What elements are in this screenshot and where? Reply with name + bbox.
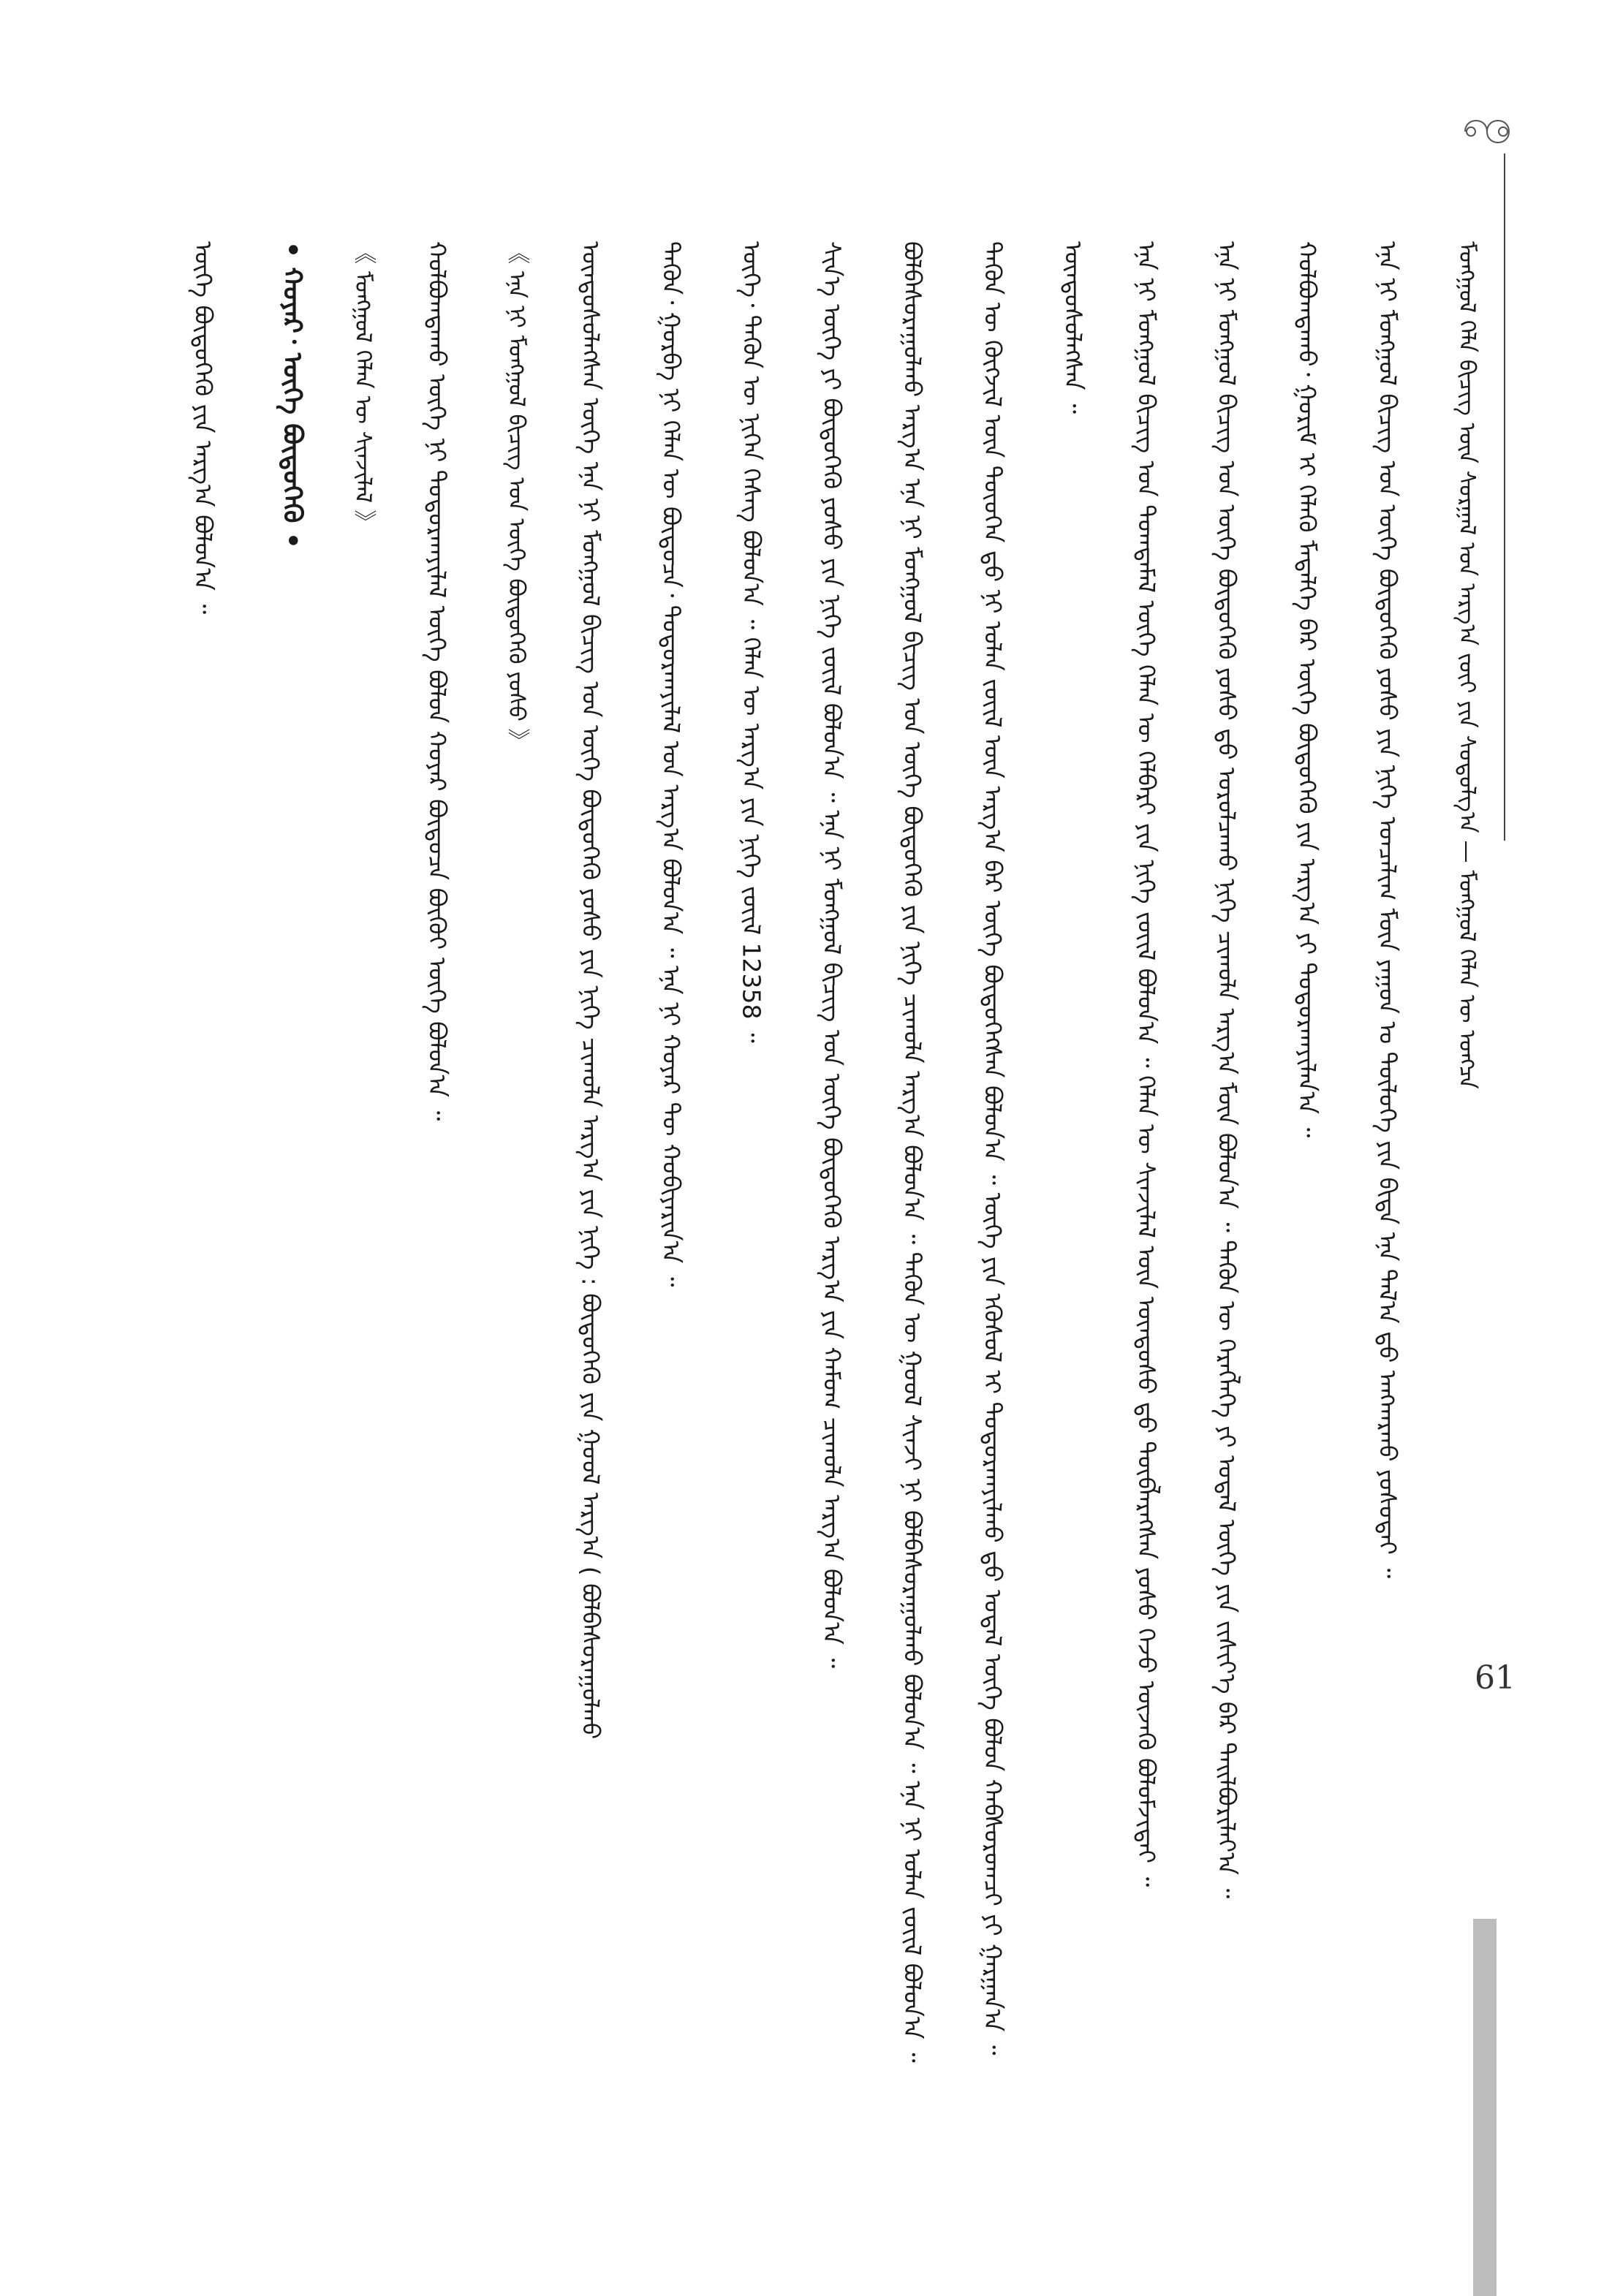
text-column: ᠬᠣᠯᠪᠣᠭᠳᠠᠬᠤ᠂ ᠭᠣᠷᠢᠮ ᠢ ᠬᠡᠯᠡᠬᠦ ᠮᠡᠳᠡᠯᠭᠡ ᠪᠠᠷ ᠦᠭᠡ ᠪᠦᠲᠦᠭᠡᠬᠦ ᠶᠢᠨ ᠠᠷᠭ᠎ᠠ ᠶᠢ ᠲᠣᠳᠣᠷᠬᠠᠶᠢᠯᠠᠨ᠎ᠠ ᠃ <box>1293 241 1322 1138</box>
header-rule <box>1504 154 1505 841</box>
citation-column: 《 ᠡᠨᠡ ᠨᠢ ᠮᠣᠩᠭᠣᠯ ᠪᠢᠴᠢᠭ ᠤᠨ ᠦᠭᠡ ᠪᠦᠲᠦᠭᠡᠬᠦ ᠶᠣᠰᠣ 》 <box>503 241 530 751</box>
scroll-ornament-icon <box>1458 110 1516 154</box>
citation-column: 《 ᠮᠣᠩᠭᠣᠯ ᠬᠡᠯᠡᠨ ᠦ ᠰᠢᠨᠵᠢᠯᠡᠯ 》 <box>349 241 377 533</box>
page-number: 61 <box>1475 1659 1516 1697</box>
text-column: ᠡᠨᠡ ᠨᠢ ᠮᠣᠩᠭᠣᠯ ᠪᠢᠴᠢᠭ ᠤᠨ ᠦᠭᠡ ᠪᠦᠲᠦᠭᠡᠬᠦ ᠶᠣᠰᠣ ᠶᠢᠨ ᠨᠢᠭᠡ ᠣᠨᠴᠠᠯᠢᠭ ᠮᠥᠨ ᠶᠠᠭᠤᠨ ᠤ ᠲᠥᠯᠦᠭᠡ ᠶᠢᠨ ᠪᠢᠳᠡ ᠡᠨᠡ ᠲᠠᠯ᠎ᠠ ᠳ᠋ᠤ ᠠᠩᠬᠠᠷᠬᠤ ᠶᠣᠰᠣᠲᠠᠢ ᠃ <box>1373 241 1402 1579</box>
text-column: ᠦᠭᠡ ᠪᠦᠲᠦᠭᠡᠬᠦ ᠶᠢᠨ ᠠᠷᠭ᠎ᠠ ᠪᠣᠯᠤᠨ᠎ᠠ ᠃ <box>189 241 218 615</box>
text-column: ᠡᠨᠡ ᠨᠢ ᠮᠣᠩᠭᠣᠯ ᠪᠢᠴᠢᠭ ᠤᠨ ᠦᠭᠡ ᠪᠦᠲᠦᠭᠡᠬᠦ ᠶᠣᠰᠣ ᠳ᠋ᠤ ᠣᠷᠣᠯᠴᠠᠬᠤ ᠨᠢᠭᠡ ᠴᠢᠬᠤᠯᠠ ᠠᠷᠭ᠎ᠠ ᠮᠥᠨ ᠪᠣᠯᠤᠨ᠎ᠠ ᠃ ᠲᠡᠭᠦᠨ ᠦ ᠬᠡᠷᠡᠭᠯᠡᠭᠡ ᠶᠢ ᠤᠳᠠᠯ ᠦᠭᠡ ᠶᠢᠨ ᠵᠢᠱᠢᠶ᠎ᠡ ᠪᠡᠷ ᠲᠠᠢᠯᠪᠤᠷᠢᠯᠠᠶ᠎ᠠ ᠃ <box>1212 241 1241 1899</box>
text-column: ᠡᠨᠡ ᠨᠢ ᠮᠣᠩᠭᠣᠯ ᠪᠢᠴᠢᠭ ᠤᠨ ᠲᠣᠭᠲᠠᠮᠠᠯ ᠦᠭᠡ ᠬᠡᠯᠡᠨ ᠦ ᠬᠡᠯᠪᠡᠷᠢ ᠶᠢᠨ ᠨᠢᠭᠡ ᠵᠦᠢᠯ ᠪᠣᠯᠤᠨ᠎ᠠ ᠃ ᠬᠡᠯᠡᠨ ᠦ ᠰᠢᠨᠵᠢᠯᠡᠯ ᠦᠨ ᠦᠨᠳᠦᠰᠦ ᠳ᠋ᠤ ᠲᠥᠪᠯᠡᠷᠡᠭᠰᠡᠨ ᠶᠣᠰᠣ ᠭᠡᠵᠦ ᠦᠵᠡᠬᠦ ᠪᠣᠯᠤᠮᠵᠢᠲᠠᠢ ᠃ <box>1132 241 1161 1887</box>
section-heading: • ᠬᠣᠶᠠᠷ᠂ ᠦᠭᠡ ᠪᠦᠲᠦᠭᠡᠬᠦ • <box>276 241 307 549</box>
text-column: ᠦᠨᠳᠦᠰᠦᠯᠡᠭᠰᠡᠨ ᠦᠭᠡ ᠡᠨᠡ ᠨᠢ ᠮᠣᠩᠭᠣᠯ ᠪᠢᠴᠢᠭ ᠤᠨ ᠦᠭᠡ ᠪᠦᠲᠦᠭᠡᠬᠦ ᠶᠣᠰᠣ ᠶᠢᠨ ᠨᠢᠭᠡ ᠴᠢᠬᠤᠯᠠ ᠠᠷᠭ᠎ᠠ ᠶᠢᠨ ᠨᠢᠭᠡ : ᠪᠦᠲᠦᠭᠡᠬᠦ ᠶᠢᠨ ᠭᠣᠣᠯ ᠠᠷᠭ᠎ᠠ ( ᠪᠣᠯᠪᠠᠰᠤᠷᠠᠭᠤᠯᠬᠤ <box>576 241 605 1740</box>
header-ornament <box>1458 110 1516 154</box>
text-column: ᠪᠣᠯᠪᠠᠰᠤᠷᠠᠭᠤᠯᠬᠤ ᠠᠷᠭ᠎ᠠ ᠡᠨᠡ ᠨᠢ ᠮᠣᠩᠭᠣᠯ ᠪᠢᠴᠢᠭ ᠤᠨ ᠦᠭᠡ ᠪᠦᠲᠦᠭᠡᠬᠦ ᠶᠢᠨ ᠨᠢᠭᠡ ᠴᠢᠬᠤᠯᠠ ᠠᠷᠭ᠎ᠠ ᠪᠣᠯᠤᠨ᠎ᠠ ᠃ ᠲᠡᠭᠦᠨ ᠦ ᠭᠣᠣᠯ ᠰᠢᠨᠵᠢ ᠨᠢ ᠪᠣᠯᠪᠠᠰᠤᠷᠠᠭᠤᠯᠬᠤ ᠪᠣᠯᠤᠨ᠎ᠠ ᠃ ᠡᠨᠡ ᠨᠢ ᠣᠯᠠᠨ ᠵᠦᠢᠯ ᠪᠣᠯᠤᠨ᠎ᠠ ᠃ <box>898 241 927 2063</box>
running-header: ᠮᠣᠩᠭᠣᠯ ᠬᠡᠯᠡ ᠪᠢᠴᠢᠭ᠌ ᠦᠨ ᠰᠤᠷᠭᠠᠯ ᠤᠨ ᠠᠷᠭ᠎ᠠ ᠵᠦᠢ ᠶᠢᠨ ᠰᠤᠳᠤᠯᠭ᠎ᠠ — ᠮᠣᠩᠭᠣᠯ ᠬᠡᠯᠡᠨ ᠦ ᠣᠩᠴᠠ <box>1453 241 1480 1089</box>
text-column: ᠰᠢᠨ᠎ᠡ ᠦᠭᠡ ᠶᠢ ᠪᠦᠲᠦᠭᠡᠬᠦ ᠶᠣᠰᠣ ᠶᠢᠨ ᠨᠢᠭᠡ ᠵᠦᠢᠯ ᠪᠣᠯᠤᠨ᠎ᠠ ᠃ ᠡᠨᠡ ᠨᠢ ᠮᠣᠩᠭᠣᠯ ᠪᠢᠴᠢᠭ ᠤᠨ ᠦᠭᠡ ᠪᠦᠲᠦᠭᠡᠬᠦ ᠠᠷᠭ᠎ᠠ ᠶᠢᠨ ᠬᠠᠮᠤᠭ ᠴᠢᠬᠤᠯᠠ ᠠᠷᠭ᠎ᠠ ᠪᠣᠯᠤᠨ᠎ᠠ ᠃ <box>817 241 847 1669</box>
text-column: ᠲᠡᠭᠦᠨ᠂ ᠭᠣᠷᠪᠠ ᠨᠢ ᠬᠡᠯᠡᠨ ᠦ ᠪᠦᠲᠦᠴᠡ᠂ ᠲᠣᠳᠣᠷᠬᠠᠶᠢᠯᠠᠯ ᠤᠨ ᠠᠷᠭ᠎ᠠ ᠪᠣᠯᠤᠨ᠎ᠠ ᠃ ᠡᠨᠡ ᠨᠢ ᠬᠣᠶᠠᠷ ᠲᠦ ᠬᠤᠪᠢᠶᠠᠷᠢᠨ᠎ᠠ ᠃ <box>657 241 686 1287</box>
text-column: ᠦᠭᠡ᠂ ᠲᠡᠭᠦᠨ ᠦ ᠨᠢᠭᠡᠨ ᠬᠡᠰᠡᠭ ᠪᠣᠯᠤᠨ᠎ᠠ ᠃ ᠬᠡᠯᠡᠨ ᠦ ᠠᠷᠭ᠎ᠠ ᠶᠢᠨ ᠨᠢᠭᠡ ᠵᠦᠢᠯ 12358 ᠃ <box>737 241 766 1043</box>
page-edge-tab <box>1473 1919 1497 2296</box>
text-column: ᠦᠨᠳᠦᠰᠦᠯᠡᠭᠰᠡᠨ ᠃ <box>1059 241 1088 414</box>
text-column: ᠬᠣᠯᠪᠣᠭᠳᠠᠬᠤ ᠦᠭᠡ ᠨᠢ ᠲᠣᠳᠣᠷᠬᠠᠶᠢᠯᠠᠯ ᠦᠭᠡ ᠪᠣᠯᠤᠨ ᠬᠣᠶᠠᠷ ᠪᠦᠲᠦᠴᠡ ᠪᠦᠬᠦᠢ ᠦᠭᠡ ᠪᠣᠯᠤᠨ᠎ᠠ ᠃ <box>423 241 452 1121</box>
text-column: ᠲᠡᠭᠦᠨ ᠦ ᠬᠥᠭᠵᠢᠯ ᠦᠨ ᠲᠦᠦᠬᠡᠨ ᠳ᠋ᠦ ᠨᠢ ᠣᠯᠠᠨ ᠵᠦᠢᠯ ᠦᠨ ᠠᠷᠭ᠎ᠠ ᠪᠠᠷ ᠦᠭᠡ ᠪᠦᠲᠦᠭᠡᠭᠰᠡᠨ ᠪᠣᠯᠤᠨ᠎ᠠ ᠃ ᠦᠭᠡ ᠶᠢᠨ ᠡᠭᠦᠰᠦᠯ ᠢ ᠲᠣᠳᠣᠷᠬᠠᠶᠢᠯᠬᠤ ᠳ᠋ᠤ ᠤᠳᠠᠯ ᠦᠭᠡ ᠪᠣᠯᠤᠨ ᠬᠠᠪᠰᠤᠷᠤᠭᠴᠢ ᠶᠢ ᠭᠠᠷᠭᠠᠨ᠎ᠠ ᠃ <box>978 241 1007 2056</box>
